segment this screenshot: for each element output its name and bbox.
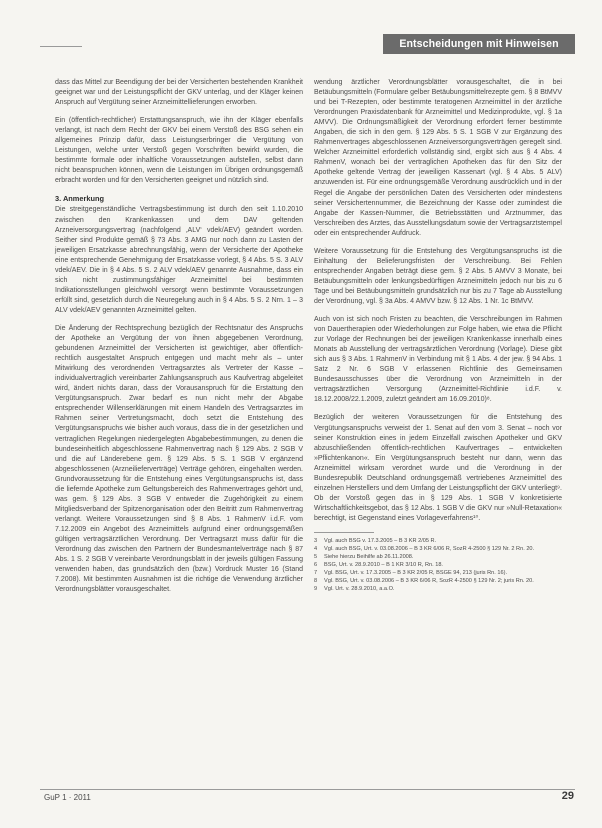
- footnote-number: 5: [314, 553, 318, 560]
- footnote: [314, 585, 562, 593]
- footnote: [314, 569, 562, 577]
- footnote-text: Vgl. auch BSG, Urt. v. 03.08.2006 – B 3 KR 6/06 R, SozR 4-2500 § 129 Nr. 2 Rn. 20.: [324, 545, 535, 552]
- footnote-text: Siehe hierzu Beihilfe ab 26.11.2008.: [324, 553, 414, 560]
- paragraph: Bezüglich der weiteren Voraussetzungen für die Entstehung des Vergütungsanspruchs verweist der 1. Senat auf den vom 3. Senat – noch vor seiner Konstruktion eines in jedem Einzelfall zwischen Apotheker und GKV abzuschließenden öffentlich-rechtlichen Kaufvertrages – entwickelten »Pflichtenkanon«. Ein Vergütungsanspruch besteht nur dann, wenn das Arzneimittel wirksam verordnet wurde und die Verordnung in der Bundesrepublik Deutschland ordnungsgemäß vertriebenes Arzneimittel des einzelnen Herstellers und dem Umfang der Leistungspflicht der GKV unterliegt⁹. Ob der Vorstoß gegen das in § 129 Abs. 1 SGB V konkretisierte Wirtschaftlichkeitsgebot, das § 12 Abs. 1 SGB V die GKV nur »Null-Retaxation« berechtigt, ist Gegenstand eines Vorlageverfahrens¹⁰.: [314, 414, 562, 522]
- paragraph: dass das Mittel zur Beendigung der bei der Versicherten bestehenden Krankheit geeignet war und der Leistungspflicht der GKV unterlag, und der Kläger keinen Anspruch auf Vergütung seiner Arzneimittellieferungen erworben.: [55, 79, 303, 107]
- section-title: Entscheidungen mit Hinweisen: [399, 38, 559, 50]
- paragraph: Auch von ist sich noch Fristen zu beachten, die Verschreibungen im Rahmen von Dauertherapien oder Wiederholungen zur Folge haben, wie etwa die Pflicht zur Vorlage der Rechnungen bei der jeweiligen Krankenkasse innerhalb eines Monats ab Ausstellung der vertragsärztlichen Verordnung (Vorlage). Diese gibt sich aus § 3 Abs. 1 RahmenV in Verbindung mit § 1 Abs. 4 der jew. § 94 Abs. 1 Satz 2 Nr. 6 SGB V erlassenen Richtlinie des Gemeinsamen Bundesausschusses über die Verordnung von Arzneimitteln in der vertragsärztlichen Versorgung (Arzneimittel-Richtlinie i.d.F. v. 18.12.2008/22.1.2009, zuletzt geändert am 16.09.2010)⁸.: [314, 316, 562, 404]
- footnote-number: 4: [314, 545, 318, 552]
- footnote-number: 8: [314, 577, 318, 584]
- footnote-number: 7: [314, 569, 318, 576]
- footnote: [314, 561, 562, 569]
- top-left-rule: [40, 46, 82, 47]
- footnote-number: 9: [314, 585, 318, 592]
- footnote-rule: [314, 532, 374, 533]
- footnote-number: 6: [314, 561, 318, 568]
- right-column: [314, 78, 562, 593]
- footnote-number: 3: [314, 537, 318, 544]
- footnote-text: Vgl. BSG, Urt. v. 17.3.2005 – B 3 KR 2/05 R, BSGE 94, 213 (juris Rn. 16).: [324, 569, 508, 576]
- footnote-text: Vgl. auch BSG v. 17.3.2005 – B 3 KR 2/05 R.: [324, 537, 437, 544]
- footnote: [314, 537, 562, 545]
- footnote-list: [314, 537, 562, 593]
- section-header-band: [383, 34, 575, 54]
- section-heading: 3. Anmerkung: [55, 194, 105, 204]
- footnote-text: BSG, Urt. v. 28.9.2010 – B 1 KR 3/10 R, Rn. 18.: [324, 561, 443, 568]
- paragraph: wendung ärztlicher Verordnungsblätter vorausgeschaltet, die in bei Betäubungsmitteln (Formulare gelber Betäubungsmittelrezepte gem. § 8 BtMVV und bei T-Rezepten, oder bestimmte teratogenen Arzneimittel in der ärztliche Verordnungen Praxisdatenbank für Arzneimittel und Medizinprodukte, vgl. § 1a AMVV). Die Ordnungsmäßigkeit der Verordnung erfordert ferner bestimmte Angaben, die sich in den gem. § 129 Abs. 5 S. 1 SGB V zur Ergänzung des Rahmenvertrages abgeschlossenen Arzneiversorgungsverträgen geregelt sind. Welcher Arzneimittel erforderlich vollständig sind, ergibt sich aus § 4 Abs. 4 RahmenV, wonach bei der vertraglichen Apotheken das für den Sitz der Apotheke geltende Vertrag der jeweiligen Kassenart (vgl. § 4 Abs. 5 ALV) anzuwenden ist. Für eine ordnungsgemäße Verordnung ausdrücklich und in der Regel die Angabe der persönlichen Daten des Versicherten oder mindestens seiner Versichertennummer, die Bezeichnung der Kasse oder zumindest die Angabe der Kassen-Nummer, die Betriebsstätten und Arztnummer, das Verschreiben des Arztes, das Ausstellungsdatum sowie der Vertragsarztstempel oder ein entsprechender Aufdruck.: [314, 79, 562, 237]
- footnote: [314, 577, 562, 585]
- paragraph: Die Änderung der Rechtsprechung bezüglich der Rechtsnatur des Anspruchs der Apotheke an Vergütung der von ihnen abgegebenen Verordnung, gebundenen Arzneimittel der Versicherten ist gewichtiger, aber öffentlich-rechtlich ausgestaltet Anspruch entgegen und macht mehr als – unter Mitwirkung des verordnenden Vertragsarztes als Vertreter der Kasse – individualvertraglich vereinbarter Zahlungsanspruch aus Kaufvertrag abgeleitet wird, ändert nichts daran, dass der Vorausanspruch für die Erstattung den Vergütungsanspruch. Zwar bedarf es nun nicht mehr der Abgabe entsprechender Willenserklärungen mit einem Handeln des Vertragsarztes im Rahmen seiner Vertretungsmacht, doch setzt die Entstehung des Vergütungsanspruchs wie bisher auch voraus, dass die in der gesetzlichen und vertraglichen Regelungen niedergelegten Abgabebestimmungen, zu denen die bundeseinheitlich abgeschlossene Rahmenvertrag nach § 129 Abs. 2 SGB V und die auf Länderebene gem. § 129 Abs. 5 S. 1 SGB V ergänzend abgeschlossenen (Arzneilieferverträge) Verträge gehören, eingehalten werden. Grundvoraussetzung für die Entstehung eines Vergütungsanspruchs ist, dass die liefernde Apotheke zum Geltungsbereich des Rahmenvertrages gehört und, was gem. § 129 Abs. 3 SGB V entweder die Zugehörigkeit zu einem Mitgliedsverband der Spitzenorganisation oder den Beitritt zum Rahmenvertrag verlangt. Weitere Voraussetzungen sind § 8 Abs. 1 RahmenV i.d.F. vom 7.12.2009 ein Angebot des Arzneimittels aufgrund einer ordnungsgemäßen gültigen vertragsärztlichen Verordnung. Der Vertragsarzt muss dafür für die Verordnung das zwischen den Partnern der Bundesmantelverträge nach § 87 Abs. 1 S. 2 SGB V vereinbarte Verordnungsblatt in der jeweils gültigen Fassung verwenden haben, das grundsätzlich den (bzw.) Vordruck Muster 16 (Stand 7.2008). Mit bestimmten Ausnahmen ist die richtige die Verwendung ärztlicher Verordnungsblätter vorausgeschaltet.: [55, 324, 303, 594]
- journal-issue: GuP 1 · 2011: [44, 793, 91, 802]
- footnote-text: Vgl. BSG, Urt. v. 03.08.2006 – B 3 KR 6/06 R, SozR 4-2500 § 129 Nr. 2; juris Rn. 20.: [324, 577, 534, 584]
- paragraph: Ein (öffentlich-rechtlicher) Erstattungsanspruch, wie ihn der Kläger ebenfalls verlangt, ist nach dem Recht der GKV bei einem Verstoß des BSG sehen ein allgemeines Prinzip dafür, dass Leistungserbringer die Vergütung von Leistungen, welche unter Verstoß gegen Vorschriften bewirkt wurden, die bestimmte formale oder inhaltliche Voraussetzungen aufstellen, selbst dann nicht beanspruchen können, wenn die Leistungen im Übrigen ordnungsgemäß erbracht worden und für den Versicherten geeignet und nützlich sind.: [55, 117, 303, 185]
- page-number: 29: [561, 790, 574, 802]
- footer-rule: [40, 789, 575, 790]
- footnote: [314, 553, 562, 561]
- footnote: [314, 545, 562, 553]
- paragraph: Die streitgegenständliche Vertragsbestimmung ist durch den seit 1.10.2010 zwischen den Krankenkassen und dem DAV geltenden Arzneiversorgungsvertrag (nachfolgend ‚ALV‘ vdek/AEV) geändert worden. Seither sind Produkte gemäß § 73 Abs. 3 AMG nur noch dann zu Lasten der jeweiligen Ersatzkasse abrechnungsfähig, wenn der Versicherte der Apotheke eine entsprechende Genehmigung der Ersatzkasse vorlegt, § 4 Abs. 5 S. 3 ALV vdek/AEV. Die in § 4 Abs. 5 S. 2 ALV vdek/AEV genannte Ausnahme, dass ein sich nicht zustimmungsfähiger Arzneimittel bei bestimmten Indikationsstellungen gleichwohl versorgt wenn bestimmte Voraussetzungen erfüllt sind, gesetzlich durch die Neuregelung auch in § 4 Abs. 5 S. 2 Nrn. 1 – 3 ALV vdek/AEV genannten Arzneimittel gelten.: [55, 206, 303, 314]
- left-column: [55, 78, 303, 603]
- paragraph: Weitere Voraussetzung für die Entstehung des Vergütungsanspruchs ist die Einhaltung der Belieferungsfristen der Verschreibung. Bei Fehlen entsprechender Angaben beträgt diese gem. § 2 Abs. 5 AMVV 3 Monate, bei Betäubungsmitteln oder lenkungsbedürftigen Arzneimitteln jedoch nur bis zu 6 Tage und bei Betäubungsmitteln grundsätzlich nur bis zu 7 Tage ab Ausstellung der Verordnung, vgl. § 3a Abs. 4 AMVV bzw. § 12 Abs. 1 Nr. 1c BtMVV.: [314, 247, 562, 305]
- footnote-text: Vgl. Urt. v. 28.9.2010, a.a.O.: [324, 585, 395, 592]
